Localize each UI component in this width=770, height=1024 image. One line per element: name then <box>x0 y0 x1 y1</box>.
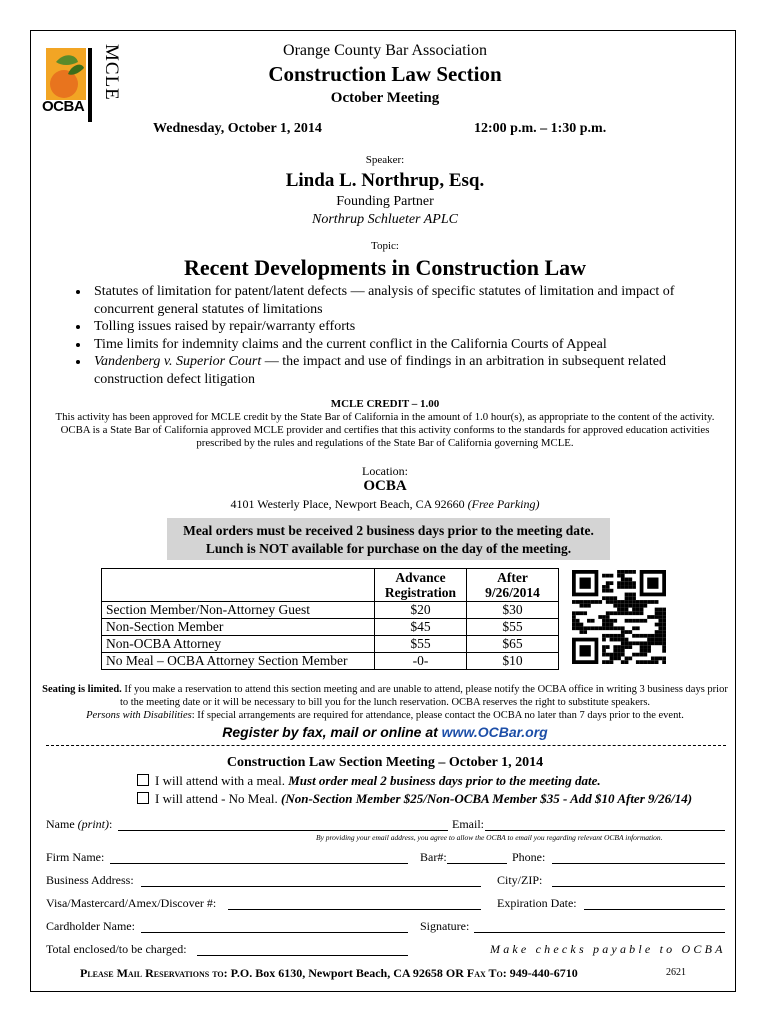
name-hint: (print) <box>77 817 109 831</box>
location-address-line <box>0 497 770 512</box>
option-meal-label: I will attend with a meal. <box>155 773 285 788</box>
table-row <box>102 619 559 636</box>
pricing-header-row <box>102 569 559 602</box>
table-row <box>102 602 559 619</box>
location-name: OCBA <box>363 478 407 494</box>
email-field[interactable] <box>485 830 725 831</box>
name-label-wrap: Name (print): <box>46 817 113 831</box>
total-label: Total enclosed/to be charged: <box>46 942 187 956</box>
footer-fax-label: Fax To: <box>466 966 507 980</box>
card-field[interactable] <box>228 909 481 910</box>
location-parking: (Free Parking) <box>467 497 540 511</box>
pricing-advance: -0- <box>374 653 466 670</box>
email-note: By providing your email address, you agree to allow the OCBA to email you regarding relevant OCBA information. <box>316 833 663 842</box>
signature-field[interactable] <box>474 932 725 933</box>
disability-label: Persons with Disabilities <box>86 710 192 721</box>
seating-bold: Seating is limited. <box>42 684 122 695</box>
total-field[interactable] <box>197 955 408 956</box>
option-no-meal-label: I will attend - No Meal. <box>155 791 278 806</box>
form-code: 2621 <box>666 967 686 978</box>
org-name: Orange County Bar Association <box>283 42 487 59</box>
bullet-text: — the impact and use of findings in an arbitration in subsequent related construction defect litigation <box>94 354 666 387</box>
register-line <box>0 724 770 740</box>
option-no-meal-note: (Non-Section Member $25/Non-OCBA Member $35 - Add $10 After 9/26/14) <box>281 791 693 806</box>
bullet-text: Tolling issues raised by repair/warranty efforts <box>94 319 356 334</box>
meal-notice <box>167 518 610 560</box>
meal-notice-line1: Meal orders must be received 2 business days prior to the meeting date. <box>183 523 594 538</box>
meeting-time: 12:00 p.m. – 1:30 p.m. <box>474 121 607 136</box>
speaker-firm: Northrup Schlueter APLC <box>312 212 458 227</box>
exp-label: Expiration Date: <box>497 896 577 910</box>
footer-mail-label: Please Mail Reservations to: <box>80 966 228 980</box>
bullet-item <box>90 353 706 388</box>
holder-label: Cardholder Name: <box>46 919 135 933</box>
speaker-label: Speaker: <box>365 154 405 166</box>
pricing-after: $10 <box>466 653 558 670</box>
checkbox-meal[interactable] <box>137 774 149 786</box>
seating-text: If you make a reservation to attend this section meeting and are unable to attend, please notify the OCBA office in writing 3 business days prior to the meeting date or it will be necessary to bill you for the lunch reservation. OCBA reserves the right to substitute speakers. <box>119 684 728 708</box>
email-label: Email: <box>452 817 484 831</box>
card-label: Visa/Mastercard/Amex/Discover #: <box>46 896 217 910</box>
case-name: Vandenberg v. Superior Court <box>94 354 262 369</box>
name-field[interactable] <box>118 830 448 831</box>
cut-line <box>46 745 726 746</box>
meeting-name: October Meeting <box>330 90 440 106</box>
option-no-meal[interactable] <box>137 791 692 807</box>
firm-field[interactable] <box>110 863 408 864</box>
form-title: Construction Law Section Meeting – October 1, 2014 <box>226 755 544 770</box>
register-link[interactable]: www.OCBar.org <box>441 724 548 740</box>
bullet-item <box>90 318 706 336</box>
credit-title: MCLE CREDIT – 1.00 <box>330 398 440 410</box>
pricing-advance: $55 <box>374 636 466 653</box>
meeting-date: Wednesday, October 1, 2014 <box>153 121 322 136</box>
topic-label: Topic: <box>371 240 399 252</box>
qr-code[interactable] <box>572 570 666 664</box>
location-label: Location: <box>362 464 408 478</box>
table-row <box>102 636 559 653</box>
phone-label: Phone: <box>512 850 546 864</box>
address-field[interactable] <box>141 886 481 887</box>
pricing-row-label: Non-Section Member <box>102 619 375 636</box>
section-title: Construction Law Section <box>268 62 502 86</box>
cityzip-label: City/ZIP: <box>497 873 543 887</box>
address-label: Business Address: <box>46 873 134 887</box>
pricing-after: $30 <box>466 602 558 619</box>
topic-bullets <box>66 283 706 388</box>
checkbox-no-meal[interactable] <box>137 792 149 804</box>
option-meal[interactable] <box>137 773 601 789</box>
bullet-text: Time limits for indemnity claims and the current conflict in the California Courts of Appeal <box>94 336 607 352</box>
holder-field[interactable] <box>141 932 408 933</box>
speaker-title: Founding Partner <box>336 194 434 209</box>
logo-mcle-text: MCLE <box>101 44 122 101</box>
bar-label: Bar#: <box>420 850 447 864</box>
bullet-item <box>90 283 706 318</box>
pricing-advance: $20 <box>374 602 466 619</box>
bullet-text: Statutes of limitation for patent/latent defects — analysis of specific statutes of limitation and impact of concurrent general statutes of limitations <box>94 284 675 317</box>
speaker-name: Linda L. Northrup, Esq. <box>285 170 485 191</box>
logo-text: OCBA <box>42 98 85 115</box>
pricing-after: $65 <box>466 636 558 653</box>
pricing-row-label: Non-OCBA Attorney <box>102 636 375 653</box>
pricing-col-advance: Advance Registration <box>374 569 466 602</box>
firm-label: Firm Name: <box>46 850 105 864</box>
footer-fax: 949-440-6710 <box>509 966 578 980</box>
pricing-row-label: No Meal – OCBA Attorney Section Member <box>102 653 375 670</box>
footer-mail-text: P.O. Box 6130, Newport Beach, CA 92658 OR <box>230 966 464 980</box>
disability-text: : If special arrangements are required for attendance, please contact the OCBA no later than 7 days prior to the event. <box>191 710 684 721</box>
bullet-item <box>90 336 706 354</box>
signature-label: Signature: <box>420 919 470 933</box>
option-meal-note: Must order meal 2 business days prior to the meeting date. <box>288 773 601 788</box>
payable-note: Make checks payable to OCBA <box>490 942 726 956</box>
topic-title: Recent Developments in Construction Law <box>183 255 587 280</box>
pricing-blank-cell <box>102 569 375 602</box>
credit-body: This activity has been approved for MCLE credit by the State Bar of California in the amount of 1.0 hour(s), as appropriate to the content of the activity. OCBA is a State Bar of California approved MCLE provider and certifies that this activity conforms to the standards for approved education activities prescribed by the rules and regulations of the State Bar of California governing MCLE. <box>55 411 715 449</box>
name-label: Name <box>46 817 75 831</box>
pricing-table <box>101 568 559 670</box>
footer-mail-line <box>80 966 578 981</box>
pricing-after: $55 <box>466 619 558 636</box>
table-row <box>102 653 559 670</box>
phone-field[interactable] <box>552 863 725 864</box>
meal-notice-line2: Lunch is NOT available for purchase on the day of the meeting. <box>205 540 572 556</box>
register-text: Register by fax, mail or online at <box>222 724 442 740</box>
exp-field[interactable] <box>584 909 725 910</box>
pricing-row-label: Section Member/Non-Attorney Guest <box>102 602 375 619</box>
pricing-advance: $45 <box>374 619 466 636</box>
pricing-col-after: After 9/26/2014 <box>466 569 558 602</box>
seating-notice <box>40 683 730 722</box>
location-address: 4101 Westerly Place, Newport Beach, CA 92660 <box>230 497 465 511</box>
cityzip-field[interactable] <box>552 886 725 887</box>
bar-field[interactable] <box>447 863 507 864</box>
